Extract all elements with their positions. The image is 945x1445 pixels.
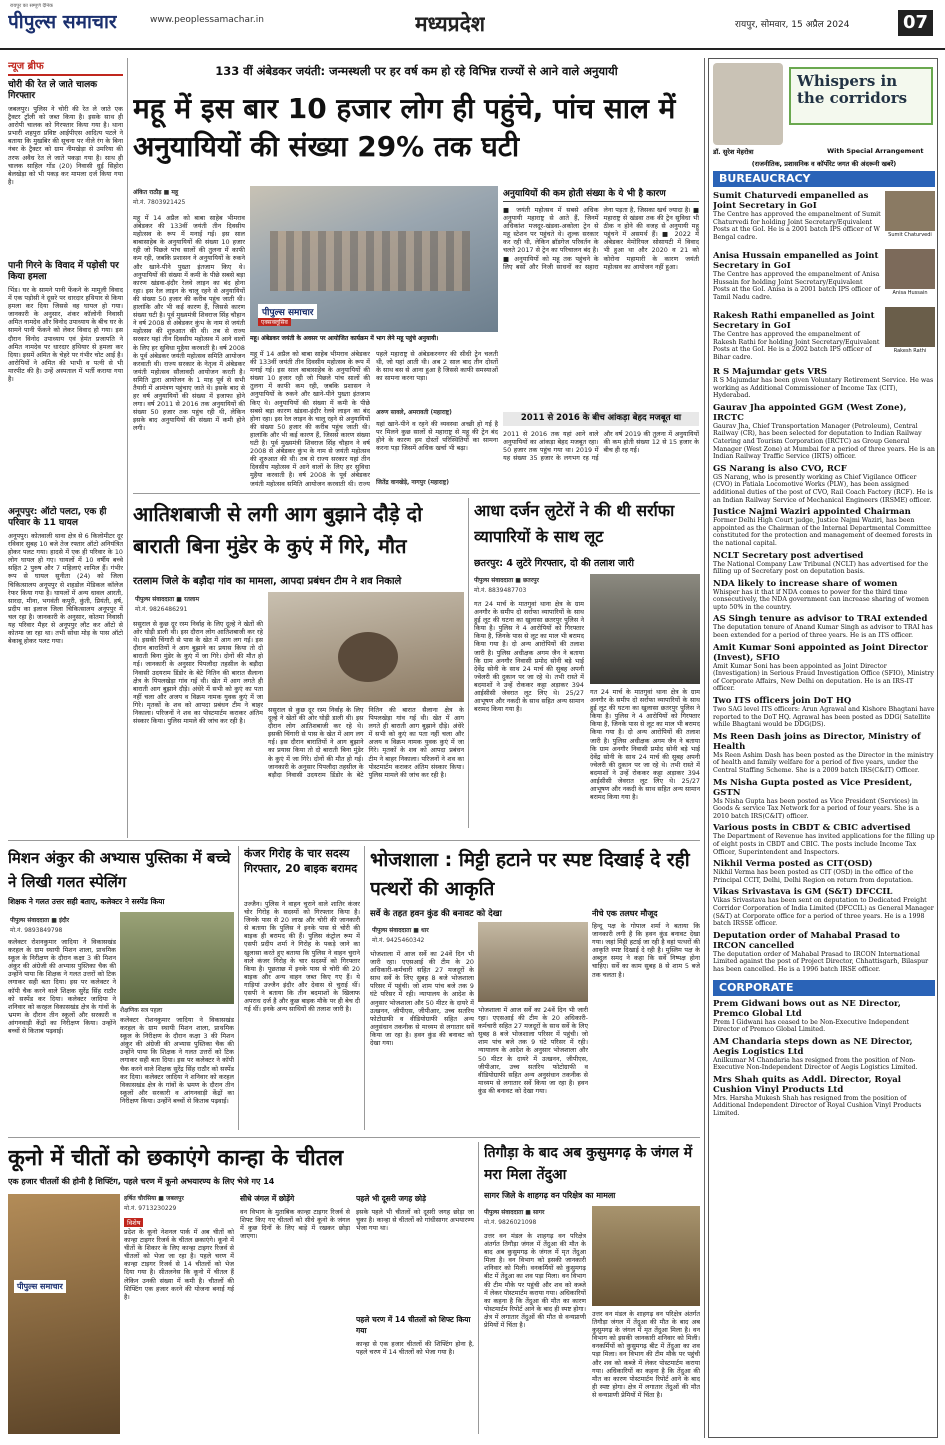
whisper-title: Justice Najmi Waziri appointed Chairman bbox=[713, 507, 911, 518]
whisper-body: Whisper has it that if NDA comes to power for the third time consecutively, the NDA government can increase sharing of women upto 50% in the country. bbox=[713, 588, 929, 611]
section-divider bbox=[8, 1137, 700, 1138]
photo-tag: विशेष bbox=[124, 1218, 143, 1227]
column-divider bbox=[478, 1142, 479, 1434]
tigoda-author: पीपुल्स संवाददाता ■ सागर bbox=[484, 1209, 545, 1216]
whispers-arrangement: With Special Arrangement bbox=[827, 147, 924, 155]
ratlam-body: ससुराल से कुछ दूर रस्म निर्वाह के लिए दूल्हे ने खेतों की ओर घोड़ी डाली थी। इस दौरान लोग आतिशबाजी कर रहे थे। इसकी चिंगारी से पास के खेत में आग लग गई। इस दौरान बारातियों ने आग बुझाने का प्रयास किया तो दो बाराती बिना मुंडेर के कुएं में जा गिरे। दोनों की मौत हो गई। जानकारी के अनुसार पिपलौदा तहसील के बड़ौदा निवासी उदयराम डिंडोर के बेटे नितिन की बारात सैलाना क्षेत्र के पिपलखेड़ा गांव गई थी। खेत में आग लगते ही बाराती आग बुझाने दौड़े। अंधेरे में सभी को कुएं का पता नहीं चला और अजय व विक्रम नामक युवक कुएं में जा गिरे। मृतकों के शव को आपदा प्रबंधन टीम ने बाहर निकाला। परिजनों ने शव का पोस्टमार्टम कराकर अंतिम संस्कार किया। पुलिस मामले की जांच कर रही है। bbox=[133, 620, 263, 726]
author-photo bbox=[713, 63, 783, 145]
column-divider bbox=[127, 58, 128, 838]
officer-photo bbox=[885, 249, 935, 289]
whisper-title: Ms Nisha Gupta posted as Vice President, GSTN bbox=[713, 777, 913, 798]
tigoda-phone: मो.नं. 9826021098 bbox=[484, 1219, 537, 1226]
news-brief-column bbox=[8, 58, 123, 838]
mission-phone: मो.नं. 9893849798 bbox=[10, 927, 63, 934]
photo-logo: पीपुल्स समाचार bbox=[14, 1280, 66, 1293]
column-divider bbox=[704, 58, 705, 1438]
bhojshala-body-2: भोजशाला में आज सर्वे का 24वें दिन भी जारी रहा। एएसआई की टीम के 20 अधिकारी-कर्मचारी सहित 27 मजदूरों के साथ सर्वे के लिए सुबह 8 बजे भोजशाला परिसर में पहुंची। जो शाम पांच बजे तक 9 घंटे परिसर में रही। न्यायालय के आदेश के अनुसार भोजशाला और 50 मीटर के दायरे में उत्खनन, जीपीएस, जीपीआर, उच्च सतरिय फोटोग्राफी व वीडियोग्राफी सहित अन्य अनुसंधान तकनीक से माध्यम से लगातार सर्वे किया जा रहा है। हवन कुंड की बनावट को देखा गया। bbox=[478, 1006, 588, 1095]
officer-photo bbox=[885, 191, 935, 231]
section-divider bbox=[8, 840, 700, 841]
whisper-title: Rakesh Rathi empanelled as Joint Secretary in GoI bbox=[713, 311, 875, 331]
whisper-title: AM Chandaria steps down as NE Director, Aegis Logistics Ltd bbox=[713, 1036, 913, 1057]
brief-title: अनूपपुर: ऑटो पलटा, एक ही परिवार के 11 घायल bbox=[8, 507, 107, 528]
kuno-headline: कूनो में चीतों को छकाएंगे कान्हा के चीतल bbox=[8, 1146, 344, 1171]
tigoda-sub: सागर जिले के शाहगढ़ वन परिक्षेत्र का मामला bbox=[484, 1191, 616, 1200]
whispers-top-items bbox=[713, 191, 881, 365]
brief-body: भिंड। घर के सामने पानी फेंकने के मामूली विवाद में एक पड़ोसी ने दूसरे पर धारदार हथियार से किया हमला कर दिया जिससे वह घायल हो गया। जानकारी के अनुसार, शंकर कॉलोनी निवासी अमित नामदेव और विनोद उपाध्याय के बीच घर के सामने पानी फेंकने को लेकर विवाद हो गया। इस दौरान विनोद उपाध्याय एवं हेमंत प्रजापति ने अमित नामदेव पर धारदार हथियार से हमला कर दिया। इसमें अमित के चेहरे पर गंभीर चोट आई है। आरोपियों ने अमित की भाभी व पत्नी से भी मारपीट की है। उन्हें अस्पताल में भर्ती कराया गया है। bbox=[8, 286, 123, 384]
whisper-body: Anilkumar M Chandaria has resigned from the position of Non-Executive Non-Independent Director of Aegis Logistics Limited. bbox=[713, 1056, 918, 1072]
reasons-box-title: अनुयायियों की कम होती संख्या के ये भी है कारण bbox=[503, 186, 699, 202]
mhow-photo bbox=[250, 186, 498, 332]
whisper-body: The deputation order of Mahabal Prasad to IRCON International Limited against the post of Project Director, Chhattisgarh, Bilaspur has been cancelled. He is a 1996 batch IRSE officer. bbox=[713, 950, 929, 973]
brief-body: जबलपुर। पुलिस ने चोरी की रेत ले जाते एक ट्रैक्टर ट्रॉली को जब्त किया है। इसके साथ ही आरोपी चालक को गिरफ्तार किया गया है। थाना प्रभारी शहपुरा प्रविष्ट आईपीएस आदित्य पटले ने बताया कि मुखबिर की सूचना पर नीले रंग के बिना नंबर के ट्रैक्टर को ग्राम नीमखेड़ा से उमरिया की तरफ अवैध रेत ले जाते पकड़ा गया है। साथ ही चालक साहिल गोंड (20) निवासी धुई सिहोरा बेलखेड़ा को भी पकड़ कर मामला दर्ज किया गया है। bbox=[8, 105, 123, 186]
kuno-side1-title: सीधे जंगल में छोड़ेंगे bbox=[240, 1194, 295, 1203]
whisper-title: Sumit Chaturvedi empanelled as Joint Secretary in GoI bbox=[713, 191, 869, 211]
tigoda-body: उत्तर वन मंडल के शाहगढ़ वन परिक्षेत्र अंतर्गत तिगौड़ा जंगल में तेंदुआ की मौत के बाद अब कुसुमगढ़ के जंगल में मृत तेंदुआ मिला है। वन विभाग को इसकी जानकारी शनिवार को मिली। वनकर्मियों को कुसुमगढ़ बीट में तेंदुआ का शव पड़ा मिला। वन विभाग की टीम मौके पर पहुंची और शव को कब्जे में लेकर पोस्टमार्टम कराया गया। अधिकारियों का कहना है कि तेंदुआ की मौत का कारण पोस्टमार्टम रिपोर्ट आने के बाद ही स्पष्ट होगा। क्षेत्र में लगातार तेंदुओं की मौत से वन्यप्राणी प्रेमियों में चिंता है। bbox=[484, 1232, 586, 1330]
chhatarpur-author: पीपुल्स संवाददाता ■ छतरपुर bbox=[474, 577, 539, 584]
officer-photo-caption: Rakesh Rathi bbox=[893, 348, 927, 354]
whispers-title: Whispers in the corridors bbox=[797, 72, 908, 107]
chhatarpur-sub: छतरपुर: 4 लुटेरे गिरफ्तार, दो की तलाश जारी bbox=[474, 558, 634, 569]
quote-text: यहां खाने-पीने व रहने की व्यवस्था अच्छी हो गई है पर मिलने कुछ सालों से महाराष्ट्र से महू की ट्रेन बंद होने के कारण हम दोस्तों परिस्थितियों का सामना करना पड़ा जिसमें अधिक खर्चा भी बढ़ा। bbox=[376, 420, 498, 453]
ratlam-photo bbox=[268, 592, 464, 702]
newspaper-logo: पीपुल्स समाचार bbox=[8, 11, 117, 33]
quote-box bbox=[376, 350, 498, 488]
section-divider bbox=[133, 493, 700, 494]
section-title: मध्यप्रदेश bbox=[415, 12, 486, 36]
mhow-phone: मो.नं. 7803921425 bbox=[133, 199, 186, 206]
ratlam-body-2: ससुराल से कुछ दूर रस्म निर्वाह के लिए दूल्हे ने खेतों की ओर घोड़ी डाली थी। इस दौरान लोग आतिशबाजी कर रहे थे। इसकी चिंगारी से पास के खेत में आग लग गई। इस दौरान बारातियों ने आग बुझाने का प्रयास किया तो दो बाराती बिना मुंडेर के कुएं में जा गिरे। दोनों की मौत हो गई। जानकारी के अनुसार पिपलौदा तहसील के बड़ौदा निवासी उदयराम डिंडोर के बेटे नितिन की बारात सैलाना क्षेत्र के पिपलखेड़ा गांव गई थी। खेत में आग लगते ही बाराती आग बुझाने दौड़े। अंधेरे में सभी को कुएं का पता नहीं चला और अजय व विक्रम नामक युवक कुएं में जा गिरे। मृतकों के शव को आपदा प्रबंधन टीम ने बाहर निकाला। परिजनों ने शव का पोस्टमार्टम कराकर अंतिम संस्कार किया। पुलिस मामले की जांच कर रही है। bbox=[268, 706, 464, 779]
chhatarpur-phone: मो.नं. 8839487703 bbox=[474, 587, 527, 594]
mission-body: कलेक्टर रोशनकुमार जादिया ने विकासखंड करहल के ग्राम स्थायी मिशन शाला, प्राथमिक स्कूल के निरीक्षण के दौरान कक्षा 3 की मिशन अंकुर की अंग्रेजी की अभ्यास पुस्तिका चैक की उन्होंने पाया कि शिक्षक ने गलत उत्तरों को टिक लगाकर सही बता दिया। इस पर कलेक्टर ने कॉपी चैक करने वाले शिक्षक सुरेंद्र सिंह राठौर को सस्पेंड कर दिया। कलेक्टर जादिया ने शनिवार को करहल विकासखंड क्षेत्र के गांवों के भ्रमण के दौरान तीन स्कूलों और सरकारी व आंगनवाड़ी केंद्रों का निरीक्षण किया। उन्होंने बच्चों से किताब पढ़वाई। bbox=[8, 938, 116, 1036]
whispers-author: डॉ. सुरेश मेहरोत्रा bbox=[713, 148, 754, 156]
whisper-body: Mrs. Harsha Mukesh Shah has resigned from the position of Additional Independent Director of Royal Cushion Vinyl Products Limited. bbox=[713, 1094, 922, 1118]
ratlam-author: पीपुल्स संवाददाता ■ रतलाम bbox=[135, 596, 200, 603]
whisper-title: Deputation order of Mahabal Prasad to IRCON cancelled bbox=[713, 930, 900, 951]
column-divider bbox=[238, 846, 239, 1130]
whisper-body: GS Narang, who is presently working as Chief Vigilance Officer (CVO) in Patiala Locomotive Works (PLW), has been assigned additional duties of the post of CVO, Rail Coach Factory (RCF). He is an Indian Railway Service of Mechanical Engineers (IRSME) officer. bbox=[713, 473, 933, 504]
whisper-body: The Centre has approved the empanelment of Anisa Hussain for holding Joint Secretary/Equivalent Posts at the GoI. Anisa is a 2001 batch IPS officer of Tamil Nadu cadre. bbox=[713, 271, 880, 301]
quote-text: पहले महाराष्ट्र से अंबेडकरनगर की सीधी ट्रेन चलती थी, जो यहां आती थी। अब 2 साल बाद तीन दोस्तों के साथ बस से आना हुआ है जिससे काफी समस्याओं का सामना करना पड़ा। bbox=[376, 350, 498, 383]
kuno-photo bbox=[8, 1194, 120, 1434]
whisper-title: Two ITS officers join DoT HQ bbox=[713, 696, 852, 707]
kuno-phone: मो.नं. 9713230229 bbox=[124, 1205, 177, 1212]
bhojshala-side-body: हिन्दू पक्ष के गोपाल शर्मा ने बताया कि जानकारी लगी है कि हवन कुंड बनावट देखा गया। जहां मिट्टी हटाई जा रही है वहां पत्थरों की आकृति स्पष्ट दिखाई दे रही है। मुस्लिम पक्ष के अब्दुल समद ने कहा कि सर्वे निष्पक्ष होना चाहिए। सर्वे का काम सुबह 8 से शाम 5 बजे तक चलता है। bbox=[592, 922, 700, 979]
dateline: रायपुर, सोमवार, 15 अप्रैल 2024 bbox=[735, 20, 850, 30]
whisper-body: Amit Kumar Soni has been appointed as Joint Director (Investigation) in Serious Fraud Investigation Office (SFIO), Ministry of Corporate Affairs, New Delhi on deputation. He is an IRS-IT officer. bbox=[713, 662, 934, 693]
bhojshala-side-title: नीचे एक तलघर मौजूद bbox=[592, 909, 658, 918]
corporate-header: CORPORATE bbox=[713, 980, 935, 996]
whisper-body: R S Majumdar has been given Voluntary Retirement Service. He was working as Additional Commissioner of Income Tax (CIT), Hyderabad. bbox=[713, 377, 934, 400]
mhow-author: अंकित राठौड़ ■ महू bbox=[133, 189, 179, 196]
column-divider bbox=[364, 846, 365, 1130]
bhojshala-headline: भोजशाला : मिट्टी हटाने पर स्पष्ट दिखाई दे रही पत्थरों की आकृति bbox=[370, 849, 690, 900]
kanjar-headline: कंजर गिरोह के चार सदस्य गिरफ्तार, 20 बाइक बरामद bbox=[244, 847, 358, 875]
whisper-title: Ms Reen Dash joins as Director, Ministry of Health bbox=[713, 731, 921, 752]
whisper-title: Mrs Shah quits as Addl. Director, Royal Cushion Vinyl Products Ltd bbox=[713, 1074, 901, 1095]
kuno-side2-title: पहले भी दूसरी जगह छोड़े bbox=[356, 1194, 427, 1203]
whisper-title: Anisa Hussain empanelled as Joint Secretary in GoI bbox=[713, 251, 879, 271]
whisper-body: The deputation tenure of Anand Kumar Singh as advisor to TRAI has been extended for a period of three years. He is an ITS officer. bbox=[713, 624, 933, 640]
whisper-title: GS Narang is also CVO, RCF bbox=[713, 463, 847, 474]
masthead bbox=[0, 0, 945, 50]
whisper-title: Amit Kumar Soni appointed as Joint Director (Invest), SFIO bbox=[713, 642, 928, 663]
photo-tag: एक्सक्लूसिव bbox=[258, 318, 291, 326]
whisper-title: Various posts in CBDT & CBIC advertised bbox=[713, 823, 911, 834]
bhojshala-body: भोजशाला में आज सर्वे का 24वें दिन भी जारी रहा। एएसआई की टीम के 20 अधिकारी-कर्मचारी सहित 27 मजदूरों के साथ सर्वे के लिए सुबह 8 बजे भोजशाला परिसर में पहुंची। जो शाम पांच बजे तक 9 घंटे परिसर में रही। न्यायालय के आदेश के अनुसार भोजशाला और 50 मीटर के दायरे में उत्खनन, जीपीएस, जीपीआर, उच्च सतरिय फोटोग्राफी व वीडियोग्राफी सहित अन्य अनुसंधान तकनीक से माध्यम से लगातार सर्वे किया जा रहा है। हवन कुंड की बनावट को देखा गया। bbox=[370, 950, 474, 1048]
officer-photo-caption: Sumit Chaturvedi bbox=[888, 232, 932, 238]
column-divider bbox=[468, 498, 469, 828]
whisper-title: Nikhil Verma posted as CIT(OSD) bbox=[713, 859, 873, 870]
photo-logo: पीपुल्स समाचार bbox=[258, 304, 317, 319]
brief-title: चोरी की रेत ले जाते चालक गिरफ्तार bbox=[8, 80, 98, 101]
brief-body: अनूपपुर। कोतवाली थाना क्षेत्र से 6 किलोमीटर दूर रविवार सुबह 10 बजे तेज रफ्तार ऑटो अनियंत्रित होकर पलट गया। हादसे में एक ही परिवार के 10 लोग घायल हो गए। घायलों में 10 वर्षीय बच्चे सहित 2 पुरुष और 7 महिलाएं शामिल हैं। गंभीर रूप से घायल सुनीता (24) को जिला चिकित्सालय अनूपपुर से शहडोल मेडिकल कॉलेज रेफर किया गया है। घायलों में अन्य धावल आरती, सारदा, मीना, भगवंती कपूरी, कुंती, प्रियंती, हर्ष, प्रदीप का इलाज जिला चिकित्सालय अनूपपुर में चल रहा है। जानकारी के अनुसार, कोतमा निवासी यह परिवार मैहर से अनूपपुर लौट कर ऑटो से कोतमा जा रहा था। तभी सोधा मोड़ के पास ऑटो बेकाबू होकर पलट गया। bbox=[8, 532, 123, 646]
bhojshala-sub: सर्वे के तहत हवन कुंड की बनावट को देखा bbox=[370, 909, 502, 919]
chhatarpur-photo bbox=[590, 574, 700, 684]
tigoda-body-2: उत्तर वन मंडल के शाहगढ़ वन परिक्षेत्र अंतर्गत तिगौड़ा जंगल में तेंदुआ की मौत के बाद अब कुसुमगढ़ के जंगल में मृत तेंदुआ मिला है। वन विभाग को इसकी जानकारी शनिवार को मिली। वनकर्मियों को कुसुमगढ़ बीट में तेंदुआ का शव पड़ा मिला। वन विभाग की टीम मौके पर पहुंची और शव को कब्जे में लेकर पोस्टमार्टम कराया गया। अधिकारियों का कहना है कि तेंदुआ की मौत का कारण पोस्टमार्टम रिपोर्ट आने के बाद ही स्पष्ट होगा। क्षेत्र में लगातार तेंदुओं की मौत से वन्यप्राणी प्रेमियों में चिंता है। bbox=[592, 1310, 700, 1399]
whisper-body: The Department of Revenue has invited applications for the filling up of eight posts in CBDT and CBIC. The posts include Income Tax Officer, Superintendent and Inspectors. bbox=[713, 833, 935, 856]
whisper-title: R S Majumdar gets VRS bbox=[713, 367, 827, 377]
ratlam-sub: रतलाम जिले के बड़ौदा गांव का मामला, आपदा प्रबंधन टीम ने शव निकाले bbox=[133, 576, 402, 587]
data-box-body: 2011 से 2016 तक यहां आने वाले अनुयायियों का आंकड़ा बेहद मजबूत रहा। 50 हजार तक पहुंच गया था। 2019 में यह संख्या 35 हजार के लगभग रह गई और वर्ष 2019 की तुलना में अनुयायियों की कम होती संख्या 12 से 15 हजार के बीच ही रह गई। bbox=[503, 430, 699, 463]
mission-sub: शिक्षक ने गलत उत्तर सही बताए, कलेक्टर ने सस्पेंड किया bbox=[8, 897, 165, 906]
mission-body-2: कलेक्टर रोशनकुमार जादिया ने विकासखंड करहल के ग्राम स्थायी मिशन शाला, प्राथमिक स्कूल के निरीक्षण के दौरान कक्षा 3 की मिशन अंकुर की अंग्रेजी की अभ्यास पुस्तिका चैक की उन्होंने पाया कि शिक्षक ने गलत उत्तरों को टिक लगाकर सही बता दिया। इस पर कलेक्टर ने कॉपी चैक करने वाले शिक्षक सुरेंद्र सिंह राठौर को सस्पेंड कर दिया। कलेक्टर जादिया ने शनिवार को करहल विकासखंड क्षेत्र के गांवों के भ्रमण के दौरान तीन स्कूलों और सरकारी व आंगनवाड़ी केंद्रों का निरीक्षण किया। उन्होंने बच्चों से किताब पढ़वाई। bbox=[120, 1016, 234, 1105]
kuno-author: हर्षित चौरसिया ■ जबलपुर bbox=[124, 1195, 184, 1202]
kuno-side3-body: कान्हा से एक हजार चीतलों की शिफ्टिंग होना है, पहले चरण में 14 चीतलों को भेजा गया है। bbox=[356, 1340, 474, 1357]
quote-author: जितेंद्र वानखेड़े, नागपुर (महाराष्ट्र) bbox=[376, 479, 449, 486]
whispers-logo bbox=[789, 67, 933, 125]
whispers-column bbox=[708, 58, 938, 1438]
mhow-kicker: 133 वीं अंबेडकर जयंती: जन्मस्थली पर हर वर्ष कम हो रहे विभिन्न राज्यों से आने वाले अनुयायी bbox=[215, 64, 618, 78]
bhojshala-photo bbox=[478, 922, 588, 1002]
tagline: रायपुर का सम्पूर्ण दैनिक bbox=[10, 3, 54, 9]
whisper-body: Gaurav Jha, Chief Transportation Manager (Petroleum), Central Railway (CR), has been selected for deputation to Indian Railway Catering and Tourism Corporation (IRCTC) as Group General Manager (West Zone) at Mumbai for a period of three years. He is an Indian Railway Traffic Service (IRTS) officer. bbox=[713, 422, 935, 461]
brief-title: पानी गिरने के विवाद में पड़ोसी पर किया हमला bbox=[8, 261, 119, 282]
mission-headline: मिशन अंकुर की अभ्यास पुस्तिका में बच्चे ने लिखी गलत स्पेलिंग bbox=[8, 849, 231, 891]
whisper-body: Two SAG level ITS officers: Arun Agrawal and Kishore Bhagtani have reported to the DoT HQ. Agrawal has been posted as DDG( Satellite while Bhagtani would be DDG(DS). bbox=[713, 706, 935, 729]
whisper-body: Nikhil Verma has been posted as CIT (OSD) in the office of the Principal CCIT, Delhi, Delhi Region on return from deputation. bbox=[713, 869, 914, 884]
whisper-body: The National Company Law Tribunal (NCLT) has advertised for the filling up of Secretary post on deputation basis. bbox=[713, 560, 929, 576]
whisper-title: Gaurav Jha appointed GGM (West Zone), IRCTC bbox=[713, 402, 907, 423]
bhojshala-phone: मो.नं. 9425460342 bbox=[372, 937, 425, 944]
page-number: 07 bbox=[898, 10, 933, 36]
kuno-side2-body: इसके पहले भी चीतलों को दूसरी जगह छोड़ा जा चुका है। कान्हा से चीतलों को गांधीसागर अभयारण्य भेजा गया था। bbox=[356, 1208, 474, 1233]
kanjar-body: उज्जैन। पुलिस ने वाहन चुराने वाले शातिर कंजर चोर गिरोह के सदस्यों को गिरफ्तार किया है। जिनके पास से 20 लाख और चोरी की जानकारी से बताया कि पुलिस ने इनके पास से चोरी की बाइक ही बरामद की हैं। पुलिस कंट्रोल रूम में एसपी प्रदीप शर्मा ने गिरोह के पकड़े जाने का खुलासा करते हुए बताया कि पुलिस ने वाहन चुराने वाले कंजर गिरोह के चार सदस्यों को गिरफ्तार किया है। पूछताछ में इनके पास से चोरी की 20 बाइक और अन्य वाहन जब्त किए गए हैं। ये गाड़ियां उज्जैन इंदौर और देवास से चुराई थीं। एसपी ने बताया कि तीन बदमाशों के खिलाफ अपराध दर्ज है और कुछ बाइक मौके पर ही बेच दी गई थीं। इनके अन्य साथियों की तलाश जारी है। bbox=[244, 900, 360, 1014]
whisper-body: Ms Nisha Gupta has been posted as Vice President (Services) in Goods & service Tax Network for a period of four years. She is a 2010 batch IRS(C&IT) officer. bbox=[713, 797, 920, 820]
whisper-body: Vikas Srivastava has been sent on deputation to Dedicated Freight Corridor Corporation of India Limited (DFCCIL) as General Manager (S&T) at Corporate office for a period of three years. He is a 1998 batch IRSSE officer. bbox=[713, 897, 934, 928]
tigoda-headline: तिगौड़ा के बाद अब कुसुमगढ़ के जंगल में मरा मिला तेंदुआ bbox=[484, 1145, 693, 1183]
kuno-sub: एक हजार चीतलों की होनी है शिफ्टिंग, पहले चरण में कूनो अभयारण्य के लिए भेजे गए 14 bbox=[8, 1177, 275, 1186]
chhatarpur-headline: आधा दर्जन लुटेरों ने की थी सर्राफा व्यापारियों के साथ लूट bbox=[474, 501, 675, 546]
whisper-body: Former Delhi High Court judge, Justice Najmi Waziri, has been appointed as the Chairman of the Internal Departmental Committee constituted for the protection and management of deemed forests in the national capital. bbox=[713, 517, 933, 547]
mhow-body-col2: महू में 14 अप्रैल को बाबा साहेब भीमराव अंबेडकर की 133वीं जयंती तीन दिवसीय महोत्सव के रूप में मनाई गई। इस साल बाबासाहेब के अनुयायियों की संख्या 10 हजार रही जो पिछले पांच सालों की तुलना में काफी कम रही, जबकि प्रशासन ने अनुयायियों के रुकने और खाने-पीने पुख्ता इंतजाम किए थे। अनुयायियों की संख्या में कमी के पीछे सबसे बड़ा कारण खंडवा-इंदौर रेलवे लाइन का बंद होना रहा। इस रेल लाइन के चालू रहने से अनुयायियों की संख्या 50 हजार की करीब पहुंच जाती थी। हालांकि और भी कई कारण हैं, जिससे कारण संख्या घटी है। पूर्व मुख्यमंत्री शिवराज सिंह चौहान ने वर्ष 2008 से अंबेडकर कुंभ के नाम से जयंती महोत्सव की शुरुआत की थी। तब से राज्य सरकार यहां तीन दिवसीय महोत्सव में आने वालों के लिए हर सुविधा मुहैया करवाती है। वर्ष 2008 के पूर्व अंबेडकर जयंती महोत्सव समिति आयोजन करवाती थी। राज्य bbox=[250, 350, 370, 488]
reasons-box-body: ■ जयंती महोत्सव में सबसे अधिक अनुयायी महाराष्ट्र से आते हैं, जिनमें अधिकांश मजदूर-खंडवा-अकोला ट्रेन से महू स्टेशन पर पहुंचते थे। शुल्क सरकार कर रही थी, लेकिन ब्रॉडगेज परिवर्तन के चलते 2017 से ट्रेन का परिचालन बंद है। ■ अनुयायियों को महू तक पहुंचने के लिए बसों और निजी साधनों का सहारा लेना पड़ता है, जिसका खर्च ज्यादा है। ■ महाराष्ट्र से खंडवा तक की ट्रेन सुविधा भी ठीक न होने की वजह से अनुयायी महू पहुंचने में असमर्थ हैं। ■ 2022 में अंबेडकर मेमोरियल सोसायटी में विवाद भी हुआ था और 2020 व 21 को कोरोना महामारी के कारण जयंती महोत्सव का आयोजन नहीं हुआ। bbox=[503, 206, 699, 271]
whisper-body: Ms Reen Ashim Dash has been posted as the Director in the ministry of health and family welfare for a period of five years, under the Central Staffing Scheme. She is a 2009 batch IRS(C&IT) Officer. bbox=[713, 751, 934, 774]
whisper-title: Vikas Srivastava is GM (S&T) DFCCIL bbox=[713, 887, 893, 898]
whisper-body: The Centre has approved the empanelment of Rakesh Rathi for holding Joint Secretary/Equivalent Posts at the GoI. He is a 2002 batch IPS officer of Bihar cadre. bbox=[713, 331, 880, 361]
bhojshala-author: पीपुल्स संवाददाता ■ धार bbox=[372, 927, 429, 934]
chhatarpur-body: गत 24 मार्च के मातगुवां थाना क्षेत्र के ग्राम अनगौर के समीप दो सर्राफा व्यापारियों के साथ हुई लूट की घटना का खुलासा छतरपुर पुलिस ने किया है। पुलिस ने 4 आरोपियों को गिरफ्तार किया है, जिनके पास से लूट का माल भी बरामद किया गया है। दो अन्य आरोपियों की तलाश जारी है। पुलिस अधीक्षक अगम जैन ने बताया कि ग्राम अनगौर निवासी प्रमोद सोनी बड़े भाई देवेंद्र सोनी के साथ 24 मार्च की सुबह अपनी ज्वेलरी की दुकान पर जा रहे थे। तभी रास्ते में बदमाशों ने उन्हें रोककर कट्टा अड़ाकर 394 आईसीसी जेवरात लूट लिए थे। 25/27 आभूषण और नकदी के साथ सहित अन्य सामान बरामद किया गया है। bbox=[474, 600, 584, 714]
ratlam-phone: मो.नं. 9826486291 bbox=[135, 606, 188, 613]
whispers-items bbox=[713, 367, 935, 1438]
whispers-tagline: (राजनीतिक, प्रशासनिक व कॉर्पोरेट जगत की अंदरूनी खबरें) bbox=[751, 160, 897, 168]
whisper-title: Prem Gidwani bows out as NE Director, Premco Global Ltd bbox=[713, 998, 901, 1019]
mission-author: पीपुल्स संवाददाता ■ इंदौर bbox=[10, 917, 70, 924]
kuno-side1-body: वन विभाग के मुताबिक कान्हा टाइगर रिजर्व से शिफ्ट किए गए चीतलों को सीधे कूनो के जंगल में कुछ दिनों के लिए बाड़े में रखकर छोड़ा जाएगा। bbox=[240, 1208, 350, 1241]
ratlam-headline: आतिशबाजी से लगी आग बुझाने दौड़े दो बाराती बिना मुंडेर के कुएं में गिरे, मौत bbox=[133, 502, 423, 558]
quote-author: अरुण सावले, अमरावती (महाराष्ट्र) bbox=[376, 409, 452, 416]
mhow-caption: महू। अंबेडकर जयंती के अवसर पर आयोजित कार्यक्रम में भाग लेने महू पहुंचे अनुयायी। bbox=[250, 335, 439, 342]
mhow-body-col: महू में 14 अप्रैल को बाबा साहेब भीमराव अंबेडकर की 133वीं जयंती तीन दिवसीय महोत्सव के रूप में मनाई गई। इस साल बाबासाहेब के अनुयायियों की संख्या 10 हजार रही जो पिछले पांच सालों की तुलना में काफी कम रही, जबकि प्रशासन ने अनुयायियों के रुकने और खाने-पीने पुख्ता इंतजाम किए थे। अनुयायियों की संख्या में कमी के पीछे सबसे बड़ा कारण खंडवा-इंदौर रेलवे लाइन का बंद होना रहा। इस रेल लाइन के चालू रहने से अनुयायियों की संख्या 50 हजार की करीब पहुंच जाती थी। हालांकि और भी कई कारण हैं, जिससे कारण संख्या घटी है। पूर्व मुख्यमंत्री शिवराज सिंह चौहान ने वर्ष 2008 से अंबेडकर कुंभ के नाम से जयंती महोत्सव की शुरुआत की थी। तब से राज्य सरकार यहां तीन दिवसीय महोत्सव में आने वालों के लिए हर सुविधा मुहैया करवाती है। वर्ष 2008 के पूर्व अंबेडकर जयंती महोत्सव समिति आयोजन करवाती थी। राज्य सरकार के नेतृत्व में अंबेडकर जयंती महोत्सव सौलावदी आयोजन करती है। समिति द्वारा आयोजन के 1 माह पूर्व से सभी तैयारी में आमंत्रण पहुंचाए जाते थे। इसके बाद से हर वर्ष अनुयायियों की संख्या में इजाफा होने लगा। वर्ष 2011 से 2016 तक अनुयायियों की संख्या 50 हजार तक पहुंच रही थी, लेकिन इसके बाद अनुयायियों की संख्या में कमी होने लगी। bbox=[133, 214, 245, 433]
tigoda-photo bbox=[592, 1206, 700, 1306]
mission-caption: शैक्षणिक सत्र पहला bbox=[120, 1007, 163, 1014]
officer-photo bbox=[885, 307, 935, 347]
whisper-title: NCLT Secretary post advertised bbox=[713, 550, 864, 561]
kuno-body: प्रदेश के कूनो नेशनल पार्क में अब चीतों को कान्हा टाइगर रिजर्व के चीतल छकाएंगे। कूनो में चीतों के शिकार के लिए कान्हा टाइगर रिजर्व से चीतलों को भेजा जा रहा है। पहले चरण में कान्हा टाइगर रिजर्व से 14 चीतलों को भेज दिया गया है। सीतलनेस कि कूनो में चीतल हैं लेकिन उनकी संख्या में कमी है। चीतलों की शिफ्टिंग एक हजार करने की योजना बनाई गई है। bbox=[124, 1228, 234, 1301]
whisper-title: NDA likely to increase share of women bbox=[713, 578, 898, 589]
whisper-body: The Centre has approved the empanelment of Sumit Chaturvedi for holding Joint Secretary/Equivalent Posts at the GoI. He is a 2001 batch IPS officer of W Bengal cadre. bbox=[713, 211, 881, 241]
mhow-headline: महू में इस बार 10 हजार लोग ही पहुंचे, पांच साल में अनुयायियों की संख्या 29% तक घटी bbox=[133, 92, 676, 163]
officer-photo-caption: Anisa Hussain bbox=[892, 290, 928, 296]
whisper-title: AS Singh tenure as advisor to TRAI extended bbox=[713, 614, 928, 625]
website-url: www.peoplessamachar.in bbox=[150, 15, 264, 25]
mission-photo bbox=[120, 912, 234, 1004]
chhatarpur-body-2: गत 24 मार्च के मातगुवां थाना क्षेत्र के ग्राम अनगौर के समीप दो सर्राफा व्यापारियों के साथ हुई लूट की घटना का खुलासा छतरपुर पुलिस ने किया है। पुलिस ने 4 आरोपियों को गिरफ्तार किया है, जिनके पास से लूट का माल भी बरामद किया गया है। दो अन्य आरोपियों की तलाश जारी है। पुलिस अधीक्षक अगम जैन ने बताया कि ग्राम अनगौर निवासी प्रमोद सोनी बड़े भाई देवेंद्र सोनी के साथ 24 मार्च की सुबह अपनी ज्वेलरी की दुकान पर जा रहे थे। तभी रास्ते में बदमाशों ने उन्हें रोककर कट्टा अड़ाकर 394 आईसीसी जेवरात लूट लिए थे। 25/27 आभूषण और नकदी के साथ सहित अन्य सामान बरामद किया गया है। bbox=[590, 688, 700, 802]
bureaucracy-header: BUREAUCRACY bbox=[713, 171, 935, 187]
news-brief-header: न्यूज ब्रीफ bbox=[8, 58, 123, 76]
whisper-body: Prem I Gidwani has ceased to be Non-Executive Independent Director of Premco Global Limited. bbox=[713, 1018, 910, 1034]
data-box-title: 2011 से 2016 के बीच आंकड़ा बेहद मजबूत था bbox=[503, 412, 699, 426]
kuno-side3-title: पहले चरण में 14 चीतलों को शिफ्ट किया गया bbox=[356, 1315, 471, 1335]
